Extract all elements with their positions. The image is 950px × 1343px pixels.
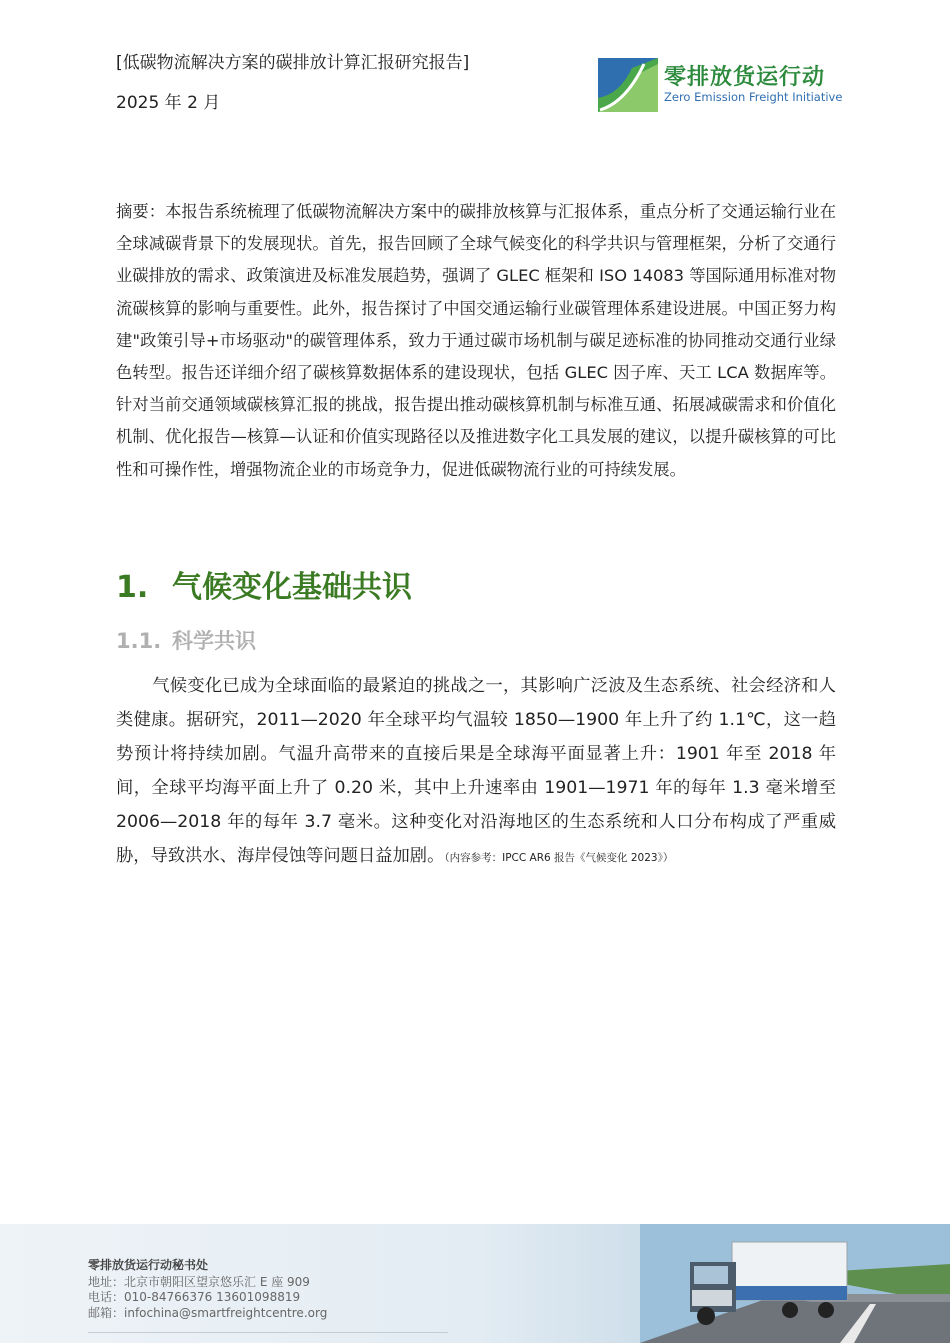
footer-address: 地址：北京市朝阳区望京悠乐汇 E 座 909	[88, 1275, 310, 1289]
reference-note: （内容参考：IPCC AR6 报告《气候变化 2023》）	[444, 852, 674, 864]
report-date: 2025 年 2 月	[116, 93, 221, 113]
truck-road-image	[640, 1224, 950, 1343]
abstract-paragraph: 摘要：本报告系统梳理了低碳物流解决方案中的碳排放核算与汇报体系，重点分析了交通运输行业在全球减碳背景下的发展现状。首先，报告回顾了全球气候变化的科学共识与管理框架，分析了交通行业碳排放的需求、政策演进及标准发展趋势，强调了 GLEC 框架和 ISO 14083 等国际通用标准对物流碳核算的影响与重要性。此外，报告探讨了中国交通运输行业碳管理体系建设进展。中国正努力构建"政策引导+市场驱动"的碳管理体系，致力于通过碳市场机制与碳足迹标准的协同推动交通行业绿色转型。报告还详细介绍了碳核算数据体系的建设现状，包括 GLEC 因子库、天工 LCA 数据库等。针对当前交通领域碳核算汇报的挑战，报告提出推动碳核算机制与标准互通、拓展减碳需求和价值化机制、优化报告—核算—认证和价值实现路径以及推进数字化工具发展的建议，以提升碳核算的可比性和可操作性，增强物流企业的市场竞争力，促进低碳物流行业的可持续发展。	[116, 202, 836, 479]
footer-phone: 电话：010-84766376 13601098819	[88, 1290, 301, 1304]
section-1-1-title: 科学共识	[172, 629, 256, 653]
section-1-heading	[116, 562, 412, 606]
section-1-number: 1.	[116, 570, 149, 605]
footer-email: 邮箱：infochina@smartfreightcentre.org	[88, 1306, 328, 1320]
zefi-logo	[598, 58, 843, 114]
logo-english-name: Zero Emission Freight Initiative	[664, 90, 843, 104]
section-1-title: 气候变化基础共识	[172, 570, 412, 605]
section-1-1-heading	[116, 625, 256, 655]
section-1-1-number: 1.1.	[116, 629, 162, 653]
report-title: [低碳物流解决方案的碳排放计算汇报研究报告]	[116, 53, 470, 73]
footer-divider	[88, 1332, 448, 1333]
zefi-logo-icon	[598, 58, 658, 112]
section-1-1-body: 气候变化已成为全球面临的最紧迫的挑战之一，其影响广泛波及生态系统、社会经济和人类健康。据研究，2011—2020 年全球平均气温较 1850—1900 年上升了约 1.1℃，这一趋势预计将持续加剧。气温升高带来的直接后果是全球海平面显著上升：1901 年至 2018 年间，全球平均海平面上升了 0.20 米，其中上升速率由 1901—1971 年的每年 1.3 毫米增至 2006—2018 年的每年 3.7 毫米。这种变化对沿海地区的生态系统和人口分布构成了严重威胁，导致洪水、海岸侵蚀等问题日益加剧。	[116, 676, 836, 866]
section-1-1-paragraph	[116, 669, 836, 873]
logo-chinese-name: 零排放货运行动	[664, 65, 826, 90]
page-footer	[0, 1224, 950, 1343]
footer-org-name: 零排放货运行动秘书处	[88, 1258, 209, 1272]
